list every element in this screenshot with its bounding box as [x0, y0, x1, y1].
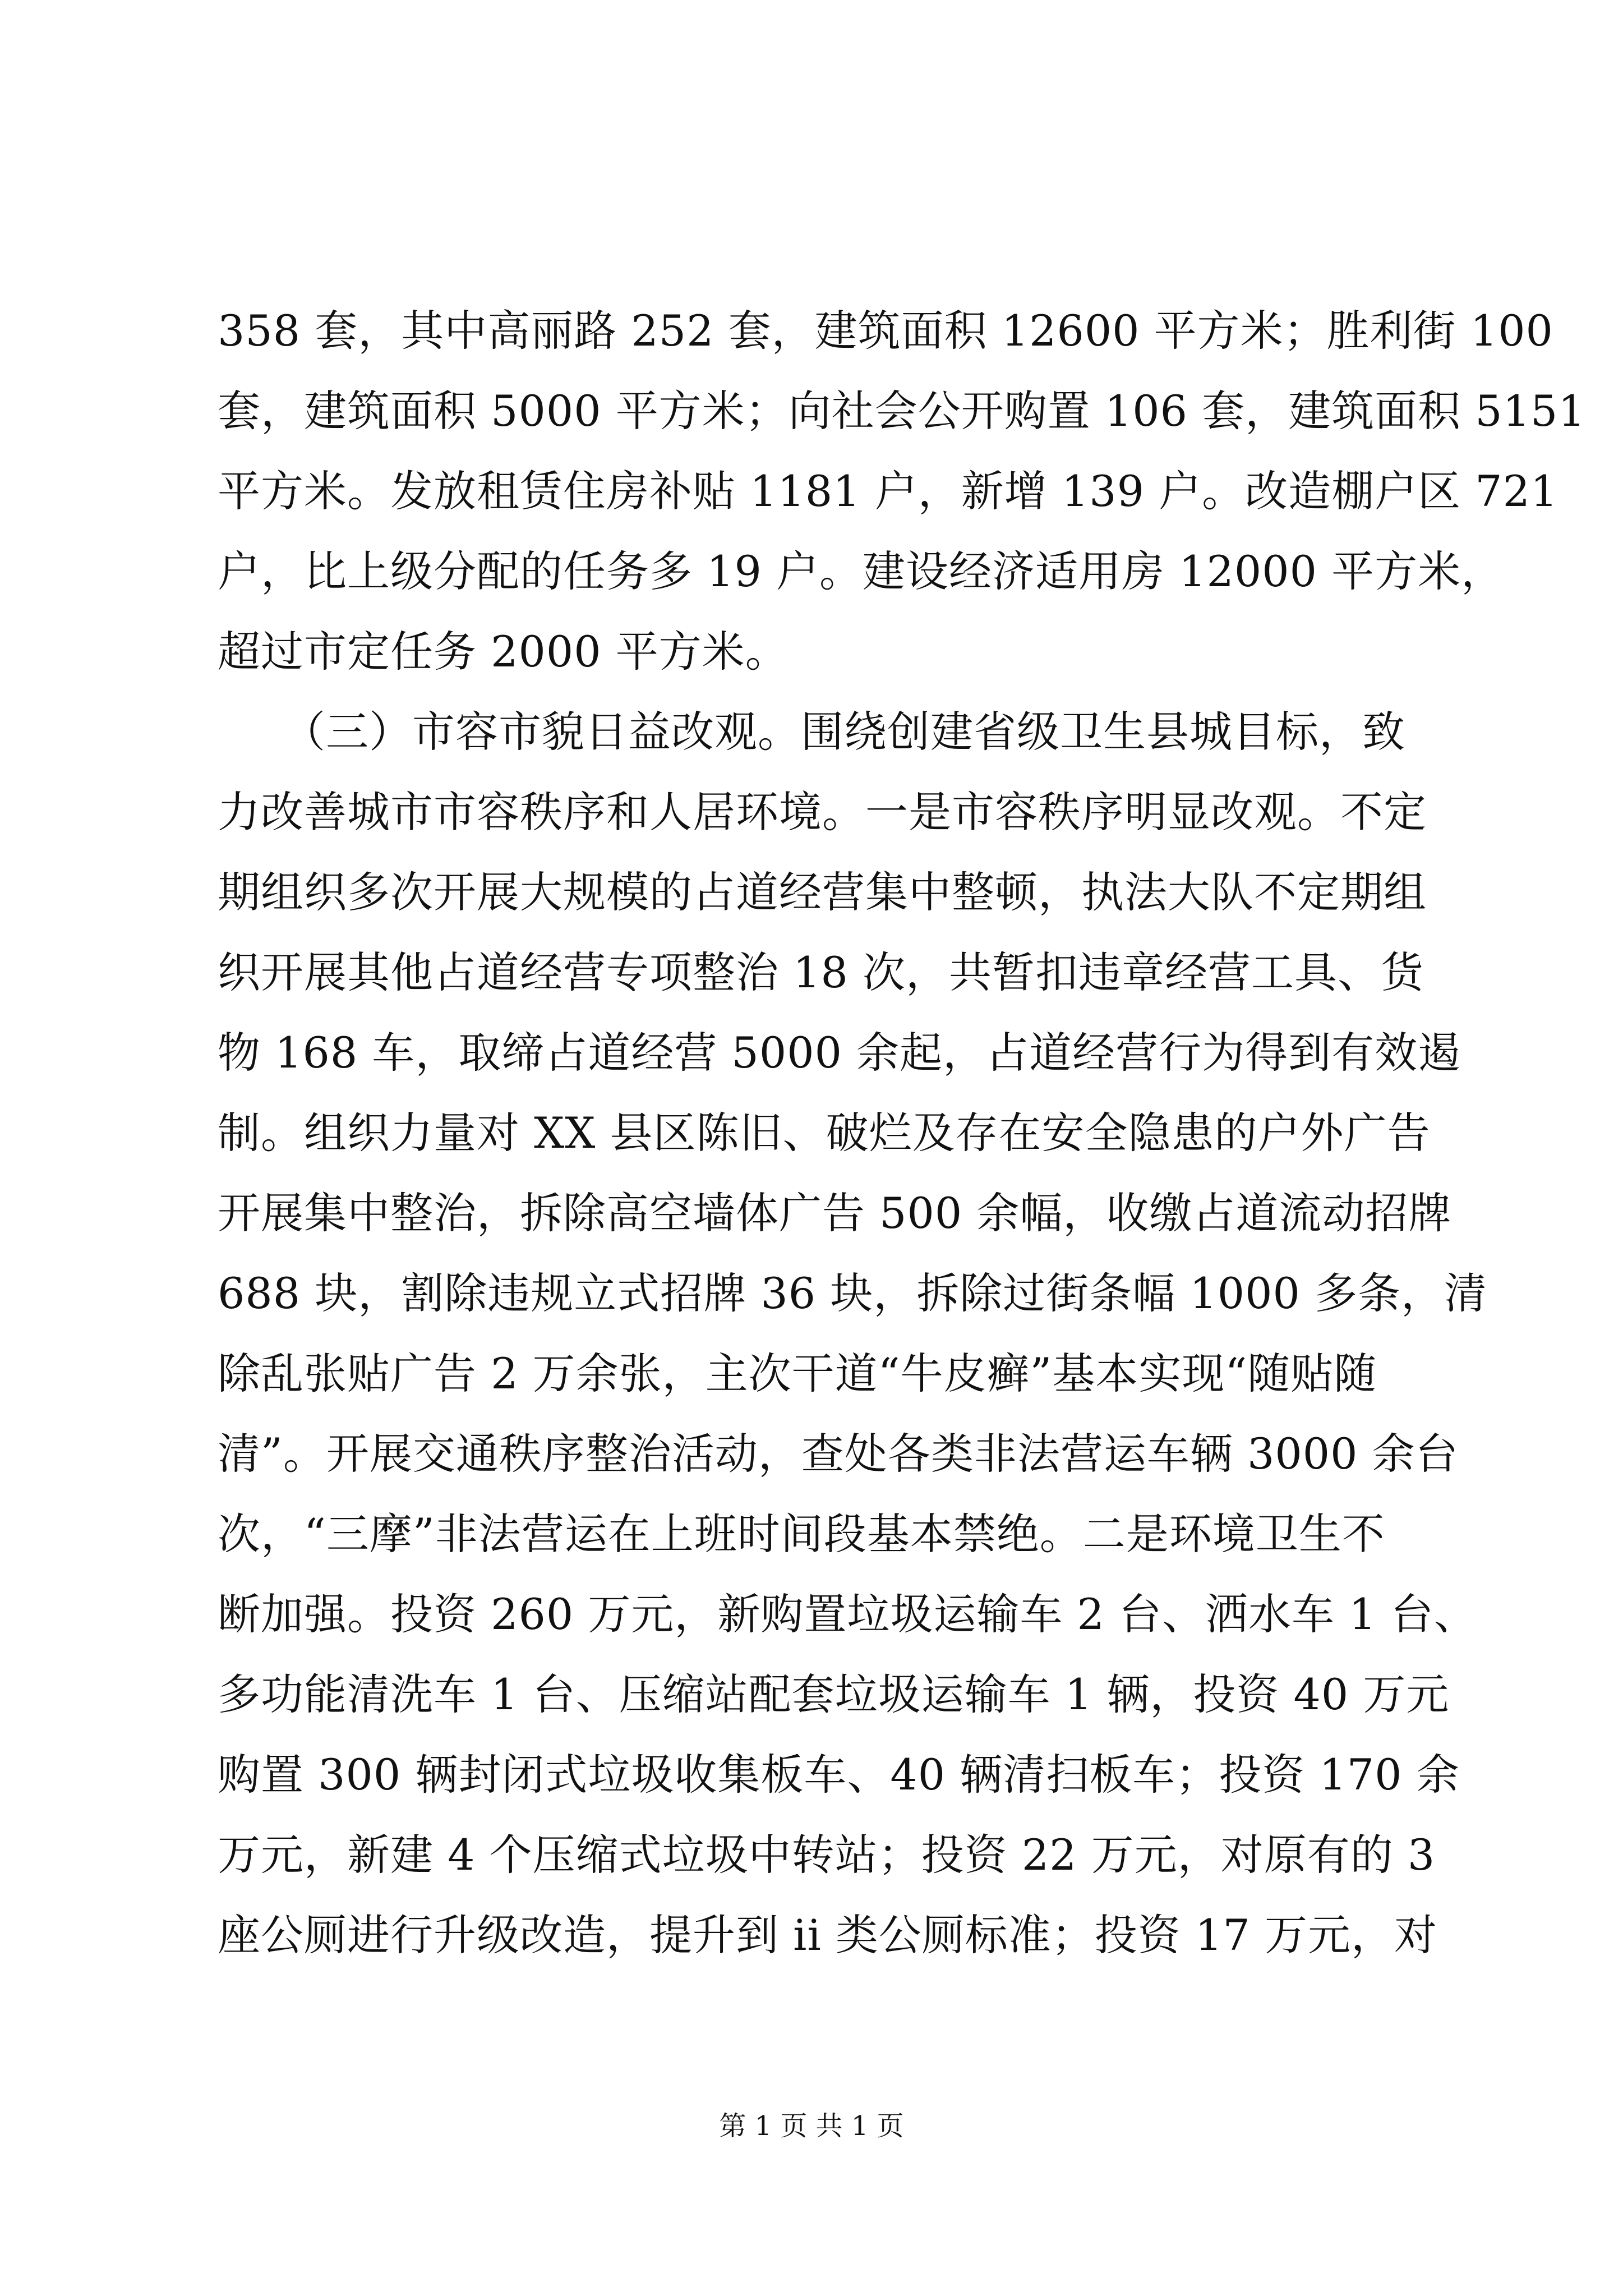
text-line: 座公厕进行升级改造，提升到 ii 类公厕标准；投资 17 万元，对: [218, 1910, 1437, 1960]
text-line: 织开展其他占道经营专项整治 18 次，共暂扣违章经营工具、货: [218, 947, 1424, 997]
text-line: 清”。开展交通秩序整治活动，查处各类非法营运车辆 3000 余台: [218, 1429, 1459, 1479]
page-number-label: 第 1 页 共 1 页: [719, 2110, 904, 2142]
text-line: 购置 300 辆封闭式垃圾收集板车、40 辆清扫板车；投资 170 余: [218, 1750, 1460, 1800]
text-line: 期组织多次开展大规模的占道经营集中整顿，执法大队不定期组: [218, 867, 1427, 917]
text-line: 358 套，其中高丽路 252 套，建筑面积 12600 平方米；胜利街 100: [218, 306, 1553, 356]
text-line: 开展集中整治，拆除高空墙体广告 500 余幅，收缴占道流动招牌: [218, 1188, 1452, 1238]
text-line: 平方米。发放租赁住房补贴 1181 户，新增 139 户。改造棚户区 721: [218, 466, 1559, 516]
body-text: [218, 300, 1586, 1985]
text-line: 制。组织力量对 XX 县区陈旧、破烂及存在安全隐患的户外广告: [218, 1108, 1431, 1158]
text-line: （三）市容市貌日益改观。围绕创建省级卫生县城目标，致: [218, 707, 1405, 757]
text-line: 万元，新建 4 个压缩式垃圾中转站；投资 22 万元，对原有的 3: [218, 1830, 1436, 1880]
text-line: 户，比上级分配的任务多 19 户。建设经济适用房 12000 平方米，: [218, 546, 1505, 596]
text-line: 除乱张贴广告 2 万余张，主次干道“牛皮癣”基本实现“随贴随: [218, 1349, 1377, 1398]
text-line: 力改善城市市容秩序和人居环境。一是市容秩序明显改观。不定: [218, 787, 1427, 837]
text-line: 次，“三摩”非法营运在上班时间段基本禁绝。二是环境卫生不: [218, 1509, 1385, 1559]
text-line: 物 168 车，取缔占道经营 5000 余起，占道经营行为得到有效遏: [218, 1028, 1461, 1078]
text-line: 断加强。投资 260 万元，新购置垃圾运输车 2 台、洒水车 1 台、: [218, 1589, 1477, 1639]
text-line: 多功能清洗车 1 台、压缩站配套垃圾运输车 1 辆，投资 40 万元: [218, 1669, 1450, 1719]
text-line: 套，建筑面积 5000 平方米；向社会公开购置 106 套，建筑面积 5151: [218, 386, 1586, 436]
text-line: 688 块，割除违规立式招牌 36 块，拆除过街条幅 1000 多条，清: [218, 1268, 1487, 1318]
text-line: 超过市定任务 2000 平方米。: [218, 627, 789, 677]
page-footer: [0, 2109, 1623, 2143]
